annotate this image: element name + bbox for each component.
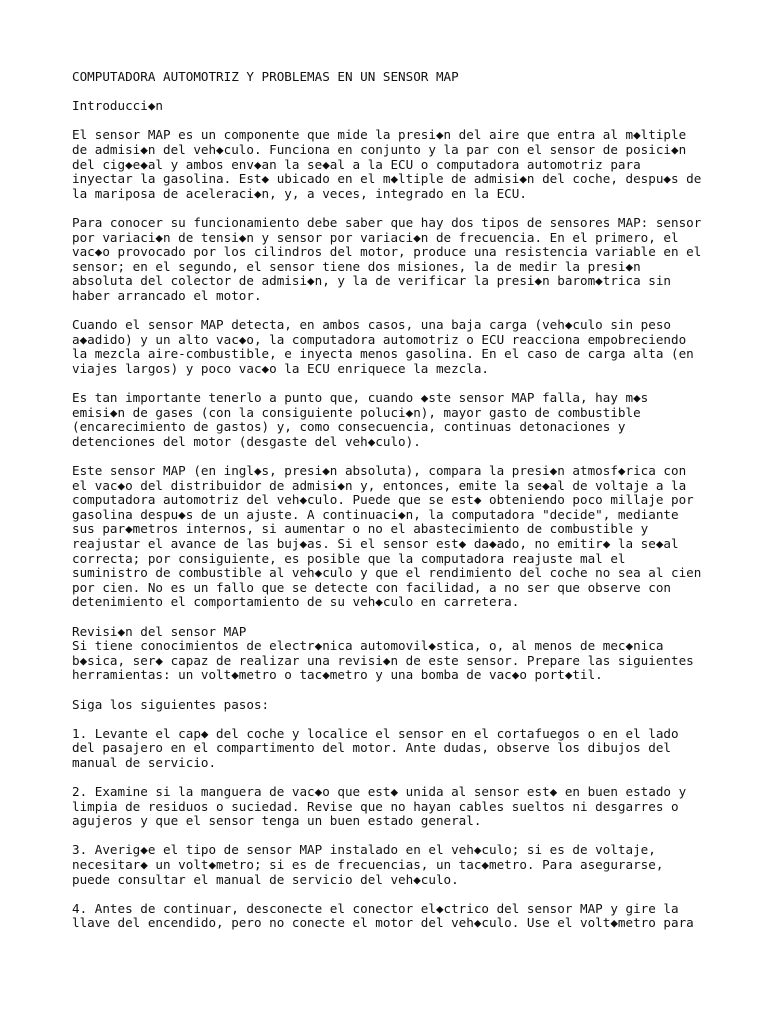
- paragraph-3: Cuando el sensor MAP detecta, en ambos casos, una baja carga (veh◆culo sin peso a◆adido) y un alto vac◆o, la computadora automotriz o ECU reacciona empobreciendo la mezcla aire-combustible, e inyecta menos gasolina. En el caso de carga alta (en viajes largos) y poco vac◆o la ECU enriquece la mezcla.: [72, 317, 694, 376]
- step-1: 1. Levante el cap◆ del coche y localice el sensor en el cortafuegos o en el lado del pasajero en el compartimento del motor. Ante dudas, observe los dibujos del manual de servicio.: [72, 725, 679, 770]
- paragraph-6: Revisi◆n del sensor MAP Si tiene conocimientos de electr◆nica automovil◆stica, o, al menos de mec◆nica b◆sica, ser◆ capaz de realizar una revisi◆n de este sensor. Prepare las siguientes herramientas: un volt◆metro o tac◆metro y una bomba de vac◆o port◆til.: [72, 623, 694, 683]
- document-title: COMPUTADORA AUTOMOTRIZ Y PROBLEMAS EN UN SENSOR MAP: [72, 69, 459, 84]
- paragraph-4: Es tan importante tenerlo a punto que, cuando ◆ste sensor MAP falla, hay m◆s emisi◆n de gases (con la consiguiente poluci◆n), mayor gasto de combustible (encarecimiento de gastos) y, como consecuencia, continuas detonaciones y detenciones del motor (desgaste del veh◆culo).: [72, 390, 649, 449]
- step-3: 3. Averig◆e el tipo de sensor MAP instalado en el veh◆culo; si es de voltaje, necesitar◆ un volt◆metro; si es de frecuencias, un tac◆metro. Para asegurarse, puede consultar el manual de servicio del veh◆culo.: [72, 842, 664, 887]
- step-2: 2. Examine si la manguera de vac◆o que est◆ unida al sensor est◆ en buen estado y limpia de residuos o suciedad. Revise que no hayan cables sueltos ni desgarres o agujeros y que el sensor tenga un buen estado general.: [72, 784, 687, 829]
- paragraph-7: Siga los siguientes pasos:: [72, 696, 270, 712]
- intro-heading: Introducci◆n: [72, 98, 163, 114]
- document-page: [72, 70, 712, 946]
- step-4: 4. Antes de continuar, desconecte el conector el◆ctrico del sensor MAP y gire la llave del encendido, pero no conecte el motor del veh◆culo. Use el volt◆metro para: [72, 900, 694, 931]
- paragraph-2: Para conocer su funcionamiento debe saber que hay dos tipos de sensores MAP: sensor por variaci◆n de tensi◆n y sensor por variaci◆n de frecuencia. En el primero, el vac◆o provocado por los cilindros del motor, produce una resistencia variable en el sensor; en el segundo, el sensor tiene dos misiones, la de medir la presi◆n absoluta del colector de admisi◆n, y la de verificar la presi◆n barom◆trica sin haber arrancado el motor.: [72, 214, 702, 303]
- paragraph-1: El sensor MAP es un componente que mide la presi◆n del aire que entra al m◆ltiple de admisi◆n del veh◆culo. Funciona en conjunto y la par con el sensor de posici◆n del cig◆e◆al y ambos env◆an la se◆al a la ECU o computadora automotriz para inyectar la gasolina. Est◆ ubicado en el m◆ltiple de admisi◆n del coche, despu◆s de la mariposa de aceleraci◆n, y, a veces, integrado en la ECU.: [72, 127, 702, 201]
- paragraph-5: Este sensor MAP (en ingl◆s, presi◆n absoluta), compara la presi◆n atmosf◆rica con el vac◆o del distribuidor de admisi◆n y, entonces, emite la se◆al de voltaje a la computadora automotriz del veh◆culo. Puede que se est◆ obteniendo poco millaje por gasolina despu◆s de un ajuste. A continuaci◆n, la computadora "decide", mediante sus par◆metros internos, si aumentar o no el abastecimiento de combustible y reajustar el avance de las buj◆as. Si el sensor est◆ da◆ado, no emitir◆ la se◆al correcta; por consiguiente, es posible que la computadora reajuste mal el suministro de combustible al veh◆culo y que el rendimiento del coche no sea al cien por cien. No es un fallo que se detecte con facilidad, a no ser que observe con detenimiento el comportamiento de su veh◆culo en carretera.: [72, 463, 702, 610]
